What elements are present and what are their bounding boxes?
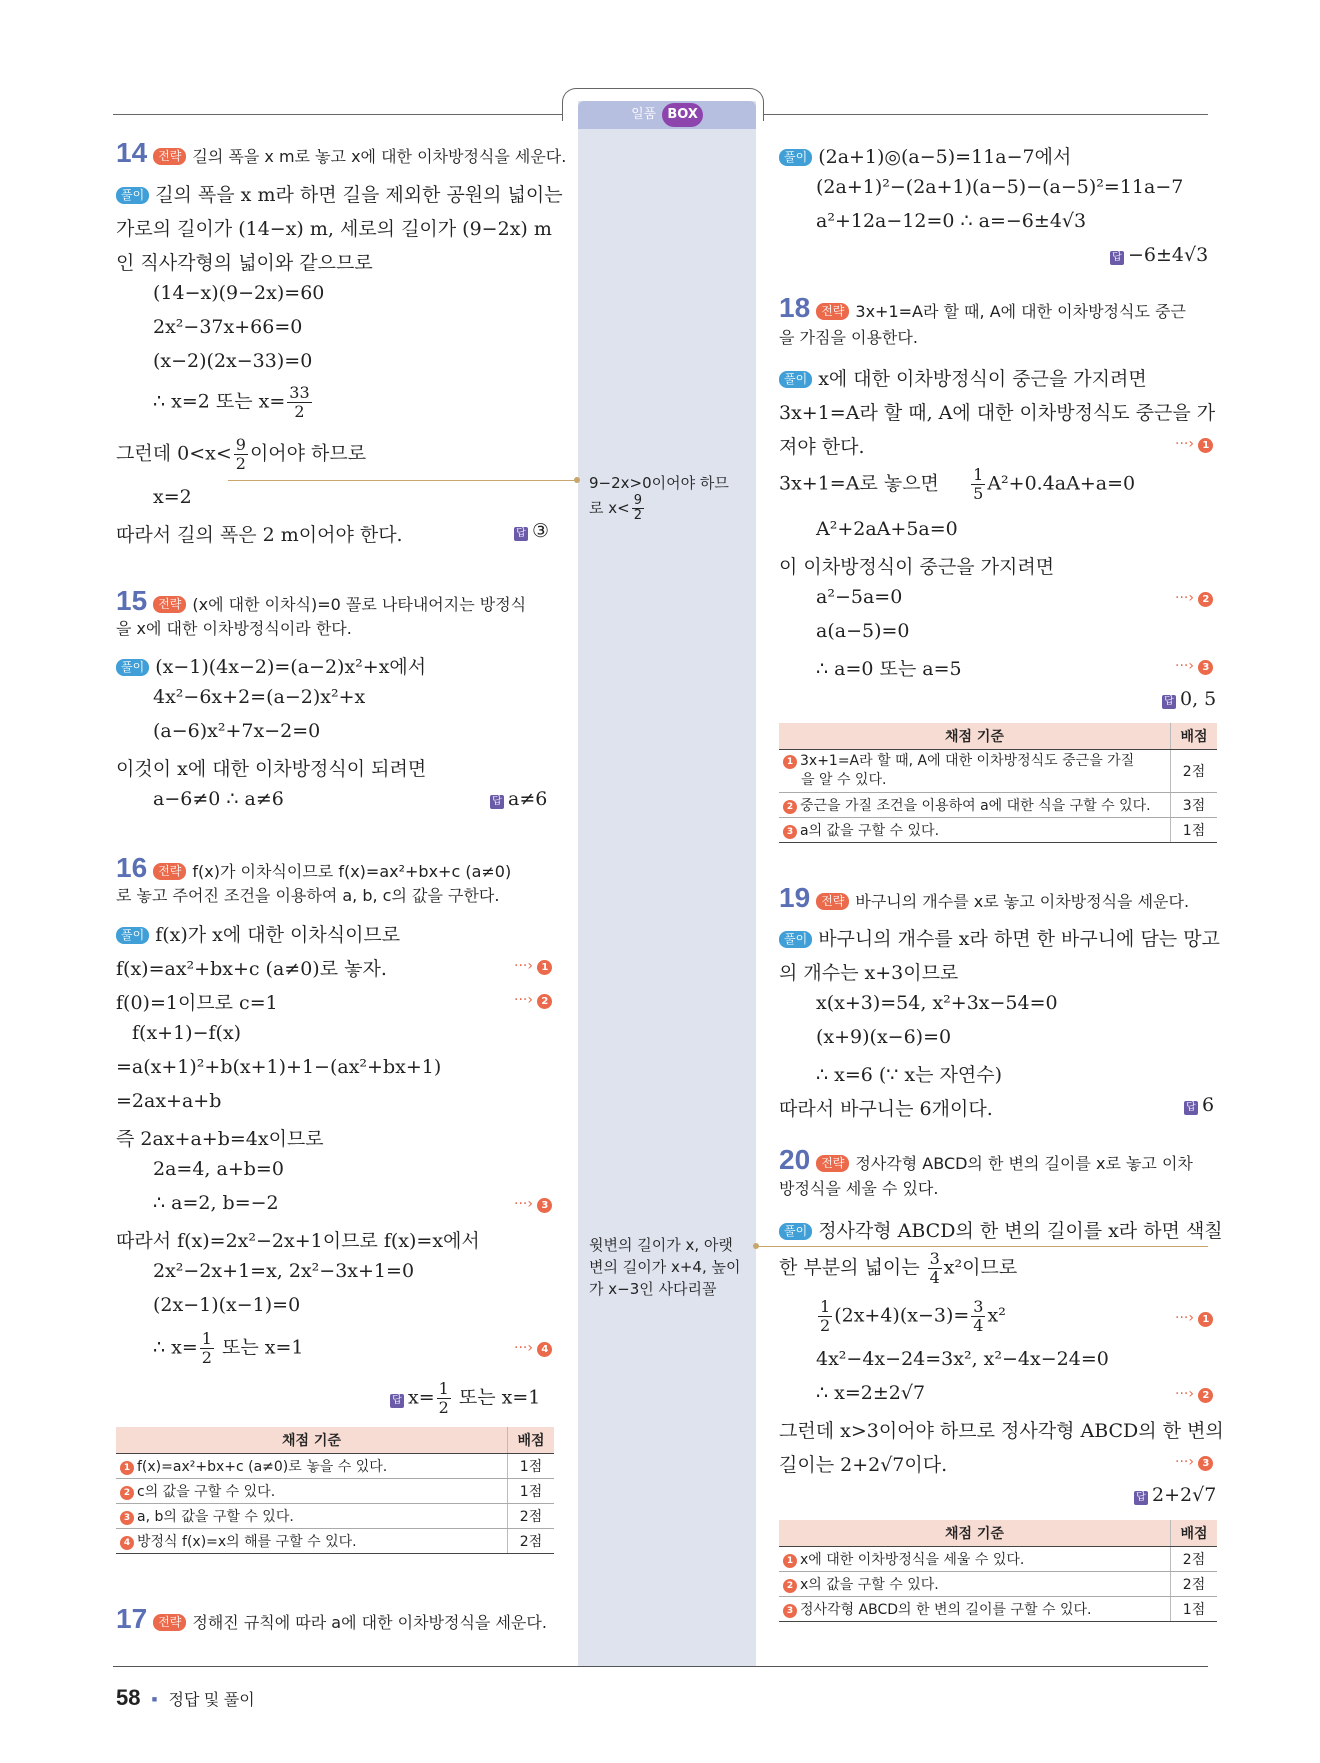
- p16-line-2: f(x)=ax²+bx+c (a≠0)로 놓자.: [116, 958, 387, 980]
- p18-line-2: 3x+1=A라 할 때, A에 대한 이차방정식도 중근을 가: [779, 402, 1216, 424]
- p16-line-4: f(x+1)−f(x): [132, 1022, 242, 1044]
- side-connector-2-dot: [753, 1243, 759, 1249]
- p20-line-1: 풀이 정사각형 ABCD의 한 변의 길이를 x라 하면 색칠: [779, 1216, 1223, 1243]
- problem-16-header: 16 전략 f(x)가 이차식이므로 f(x)=ax²+bx+c (a≠0): [116, 852, 512, 883]
- solution-tag: 풀이: [116, 187, 149, 204]
- p18-line-8: a(a−5)=0: [816, 620, 910, 642]
- problem-number: 18: [779, 292, 811, 323]
- footer: [116, 1685, 255, 1711]
- p18-line-5: A²+2aA+5a=0: [816, 518, 958, 540]
- p17-answer: 답 −6±4√3: [1110, 244, 1208, 266]
- side-connector-2: [756, 1246, 1208, 1247]
- p15-strategy-2: 을 x에 대한 이차방정식이라 한다.: [116, 619, 352, 638]
- p16-line-11: 2x²−2x+1=x, 2x²−3x+1=0: [153, 1260, 415, 1282]
- problem-number: 20: [779, 1144, 811, 1175]
- problem-number: 16: [116, 852, 148, 883]
- table-row: 2 중근을 가질 조건을 이용하여 a에 대한 식을 구할 수 있다. 3점: [779, 793, 1217, 818]
- p19-line-2: 의 개수는 x+3이므로: [779, 962, 959, 984]
- problem-20-header: 20 전략 정사각형 ABCD의 한 변의 길이를 x로 놓고 이차: [779, 1144, 1193, 1175]
- mark-2: ···› 2: [514, 992, 552, 1009]
- mark-3: ···› 3: [1175, 658, 1213, 675]
- p14-answer: 답 ③: [514, 520, 549, 542]
- p14-eq-1: (14−x)(9−2x)=60: [153, 282, 325, 304]
- table-row: 2 c의 값을 구할 수 있다. 1점: [116, 1479, 554, 1504]
- problem-14-header: [116, 137, 566, 169]
- box-column: [578, 101, 756, 1666]
- p15-line-1: 이것이 x에 대한 이차방정식이 되려면: [116, 758, 427, 780]
- footer-title: 정답 및 풀이: [168, 1692, 255, 1709]
- p19-eq-2: (x+9)(x−6)=0: [816, 1026, 952, 1048]
- box-badge: BOX: [662, 103, 703, 127]
- problem-18-header: 18 전략 3x+1=A라 할 때, A에 대한 이차방정식도 중근: [779, 292, 1186, 323]
- table-row: 1 x에 대한 이차방정식을 세울 수 있다. 2점: [779, 1547, 1217, 1572]
- side-connector-1: [228, 480, 578, 481]
- p14-line-2: 가로의 길이가 (14−x) m, 세로의 길이가 (9−2x) m: [116, 218, 552, 240]
- p14-line-5: 따라서 길의 폭은 2 m이어야 한다.: [116, 524, 403, 546]
- p19-line-3: 따라서 바구니는 6개이다.: [779, 1098, 993, 1120]
- side-note-2: 윗변의 길이가 x, 아랫 변의 길이가 x+4, 높이 가 x−3인 사다리꼴: [589, 1236, 741, 1298]
- p18-line-3: 져야 한다.: [779, 436, 865, 458]
- p16-line-5: =a(x+1)²+b(x+1)+1−(ax²+bx+1): [116, 1056, 442, 1078]
- problem-number: 19: [779, 882, 811, 913]
- mark-3: ···› 3: [1175, 1454, 1213, 1471]
- p15-answer: 답 a≠6: [490, 788, 547, 810]
- table-row: 3 정사각형 ABCD의 한 변의 길이를 구할 수 있다. 1점: [779, 1597, 1217, 1622]
- mark-1: ···› 1: [1175, 436, 1213, 453]
- p16-line-8: 2a=4, a+b=0: [153, 1158, 284, 1180]
- p18-line-6: 이 이차방정식이 중근을 가지려면: [779, 556, 1055, 578]
- side-note-1: 9−2x>0이어야 하므 로 x< $\frac{9}{2}$: [589, 474, 729, 523]
- p18-line-4: 3x+1=A로 놓으면 $\frac{1}{5}$ A²+0.4aA+a=0: [779, 465, 1136, 503]
- p17-eq-1: 풀이 (2a+1)◎(a−5)=11a−7에서: [779, 142, 1071, 169]
- p14-eq-2: 2x²−37x+66=0: [153, 316, 303, 338]
- p16-answer: 답 x= $\frac{1}{2}$ 또는 x=1: [390, 1380, 540, 1417]
- p17-eq-2: (2a+1)²−(2a+1)(a−5)−(a−5)²=11a−7: [816, 176, 1184, 198]
- problem-number: 14: [116, 137, 148, 168]
- problem-19-header: 19 전략 바구니의 개수를 x로 놓고 이차방정식을 세운다.: [779, 882, 1190, 913]
- p19-line-1: 풀이 바구니의 개수를 x라 하면 한 바구니에 담는 망고: [779, 924, 1220, 951]
- p19-answer: 답 6: [1184, 1094, 1214, 1116]
- mark-3: ···› 3: [514, 1196, 552, 1213]
- mark-4: ···› 4: [514, 1340, 552, 1357]
- p20-line-4: 길이는 2+2√7이다.: [779, 1454, 948, 1476]
- p16-line-13: ∴ x= $\frac{1}{2}$ 또는 x=1: [153, 1329, 304, 1367]
- p15-eq-4: a−6≠0 ∴ a≠6: [153, 788, 284, 810]
- p16-line-12: (2x−1)(x−1)=0: [153, 1294, 301, 1316]
- p15-eq-1: 풀이 (x−1)(4x−2)=(a−2)x²+x에서: [116, 652, 426, 679]
- strategy-text: 길의 폭을 x m로 놓고 x에 대한 이차방정식을 세운다.: [192, 147, 567, 166]
- p18-answer: 답 0, 5: [1162, 688, 1216, 710]
- problem-15-header: 15 전략 (x에 대한 이차식)=0 꼴로 나타내어지는 방정식: [116, 585, 527, 616]
- problem-17-header: 17 전략 정해진 규칙에 따라 a에 대한 이차방정식을 세운다.: [116, 1603, 547, 1634]
- table-row: 3 a, b의 값을 구할 수 있다. 2점: [116, 1504, 554, 1529]
- page-number: 58: [116, 1685, 141, 1710]
- p20-answer: 답 2+2√7: [1134, 1484, 1216, 1506]
- p18-line-1: 풀이 x에 대한 이차방정식이 중근을 가지려면: [779, 364, 1147, 391]
- p20-eq-1: $\frac{1}{2}$ (2x+4)(x−3)= $\frac{3}{4}$ x²: [820, 1297, 1006, 1335]
- box-title: 일품: [631, 107, 657, 122]
- p16-criteria-table: 채점 기준 배점 1 f(x)=ax²+bx+c (a≠0)로 놓을 수 있다. 1점 2 c의 값을 구할 수 있다. 1점 3 a, b의 값을 구할 수 있다. 2점 4 방정식 f(x)=x의 해를 구할 수 있다. 2점: [116, 1427, 554, 1554]
- p20-criteria-table: 채점 기준 배점 1 x에 대한 이차방정식을 세울 수 있다. 2점 2 x의 값을 구할 수 있다. 2점 3 정사각형 ABCD의 한 변의 길이를 구할 수 있다. 1점: [779, 1520, 1217, 1622]
- p20-eq-3: ∴ x=2±2√7: [816, 1382, 926, 1404]
- p16-line-1: 풀이 f(x)가 x에 대한 이차식이므로: [116, 920, 400, 947]
- p14-line-4: 그런데 0<x< $\frac{9}{2}$ 이어야 하므로: [116, 435, 367, 473]
- mark-1: ···› 1: [1175, 1310, 1213, 1327]
- answer-icon: 답: [514, 527, 528, 541]
- table-row: 3 a의 값을 구할 수 있다. 1점: [779, 818, 1217, 843]
- p14-line-1: 풀이 길의 폭을 x m라 하면 길을 제외한 공원의 넓이는: [116, 180, 563, 207]
- mark-2: ···› 2: [1175, 1386, 1213, 1403]
- p16-line-6: =2ax+a+b: [116, 1090, 222, 1112]
- p18-criteria-table: 채점 기준 배점 1 3x+1=A라 할 때, A에 대한 이차방정식도 중근을 가질 을 알 수 있다. 2점 2 중근을 가질 조건을 이용하여 a에 대한 식을 구할 수 있다. 3점 3 a의 값을 구할 수 있다. 1점: [779, 723, 1217, 843]
- table-row: 2 x의 값을 구할 수 있다. 2점: [779, 1572, 1217, 1597]
- p18-line-9: ∴ a=0 또는 a=5: [816, 658, 962, 680]
- mark-1: ···› 1: [514, 958, 552, 975]
- p19-eq-3: ∴ x=6 (∵ x는 자연수): [816, 1064, 1003, 1086]
- table-row: 4 방정식 f(x)=x의 해를 구할 수 있다. 2점: [116, 1529, 554, 1554]
- side-connector-1-dot: [574, 477, 580, 483]
- problem-number: 17: [116, 1603, 148, 1634]
- p19-eq-1: x(x+3)=54, x²+3x−54=0: [816, 992, 1058, 1014]
- p18-line-7: a²−5a=0: [816, 586, 903, 608]
- table-row: 1 f(x)=ax²+bx+c (a≠0)로 놓을 수 있다. 1점: [116, 1454, 554, 1479]
- p16-line-10: 따라서 f(x)=2x²−2x+1이므로 f(x)=x에서: [116, 1230, 480, 1252]
- p20-line-3: 그런데 x>3이어야 하므로 정사각형 ABCD의 한 변의: [779, 1420, 1224, 1442]
- p14-eq-5: x=2: [153, 486, 192, 508]
- p16-line-3: f(0)=1이므로 c=1: [116, 992, 278, 1014]
- footer-rule: [113, 1666, 1208, 1667]
- p16-line-7: 즉 2ax+a+b=4x이므로: [116, 1128, 324, 1150]
- p18-strategy-2: 을 가짐을 이용한다.: [779, 328, 918, 347]
- p16-strategy-2: 로 놓고 주어진 조건을 이용하여 a, b, c의 값을 구한다.: [116, 886, 500, 905]
- mark-2: ···› 2: [1175, 590, 1213, 607]
- table-row: 1 3x+1=A라 할 때, A에 대한 이차방정식도 중근을 가질 을 알 수 있다. 2점: [779, 750, 1217, 793]
- p14-eq-4: ∴ x=2 또는 x= $\frac{33}{2}$: [153, 383, 310, 421]
- p20-eq-2: 4x²−4x−24=3x², x²−4x−24=0: [816, 1348, 1109, 1370]
- p17-eq-3: a²+12a−12=0 ∴ a=−6±4√3: [816, 210, 1087, 232]
- p16-line-9: ∴ a=2, b=−2: [153, 1192, 279, 1214]
- p14-eq-3: (x−2)(2x−33)=0: [153, 350, 313, 372]
- p14-line-3: 인 직사각형의 넓이와 같으므로: [116, 252, 373, 274]
- p20-strategy-2: 방정식을 세울 수 있다.: [779, 1179, 939, 1198]
- p15-eq-3: (a−6)x²+7x−2=0: [153, 720, 321, 742]
- footer-separator: ■: [151, 1694, 158, 1704]
- box-header: [578, 101, 756, 129]
- problem-number: 15: [116, 585, 148, 616]
- p20-line-2: 한 부분의 넓이는 $\frac{3}{4}$ x²이므로: [779, 1249, 1018, 1287]
- p15-eq-2: 4x²−6x+2=(a−2)x²+x: [153, 686, 366, 708]
- strategy-tag: 전략: [153, 148, 186, 165]
